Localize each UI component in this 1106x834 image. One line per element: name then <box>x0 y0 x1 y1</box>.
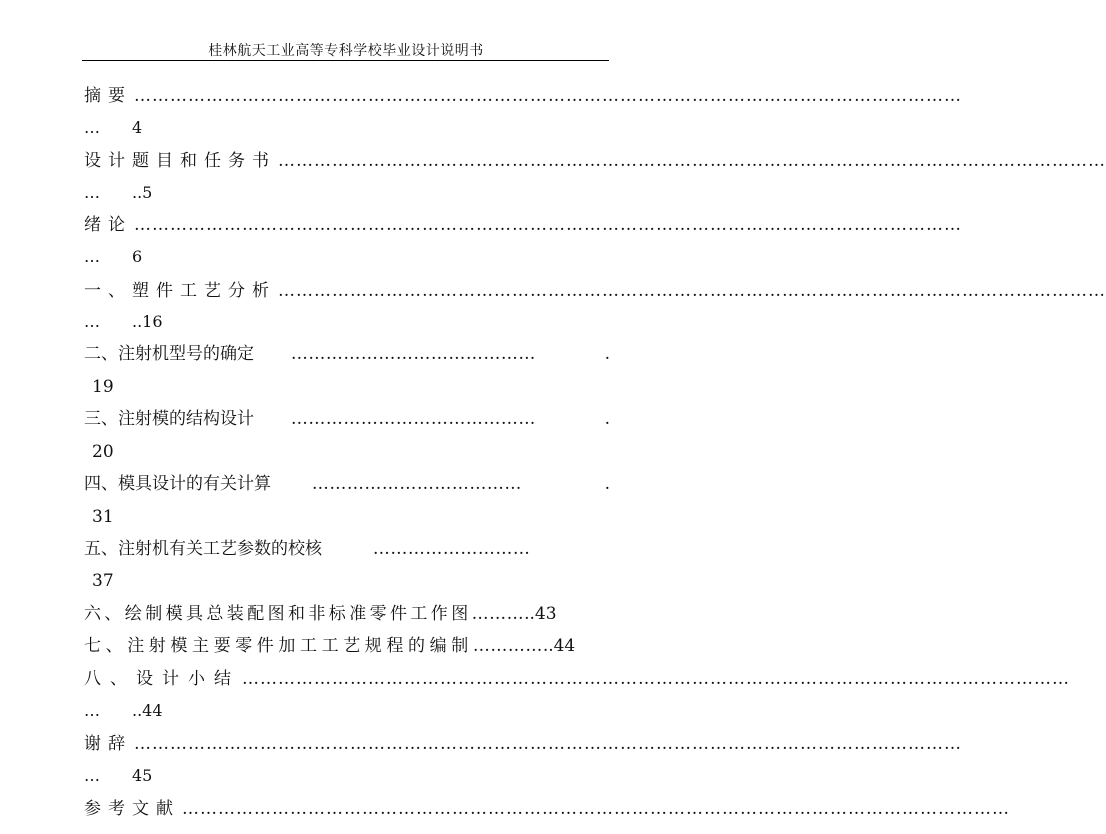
header-rule <box>82 60 609 61</box>
toc-leader: ………………………………………………………………………………………………………………………… <box>182 799 1010 819</box>
toc-leader-tail: … <box>84 247 100 266</box>
toc-leader-tail: … <box>84 118 100 137</box>
toc-entry-title: 参考文献 <box>84 799 180 819</box>
toc-entry-section-4[interactable] <box>84 472 610 496</box>
toc-entry-abstract[interactable] <box>84 84 962 108</box>
toc-page-number: 20 <box>92 442 114 462</box>
toc-entry-introduction[interactable] <box>84 213 962 237</box>
page-header: 桂林航天工业高等专科学校毕业设计说明书 <box>208 43 484 59</box>
toc-entry-continuation <box>84 764 610 788</box>
toc-entry-references[interactable] <box>84 797 1010 821</box>
toc-leader-end: . <box>604 409 610 429</box>
toc-entry-continuation <box>84 699 610 723</box>
toc-entry-section-7[interactable] <box>84 634 610 658</box>
toc-entry-section-5[interactable] <box>84 537 610 561</box>
toc-page-number: ..5 <box>132 183 153 202</box>
toc-entry-section-6[interactable] <box>84 602 610 626</box>
toc-leader-end: . <box>604 344 610 364</box>
toc-leader: ………………………………………………………………………………………………………………………… <box>134 215 962 235</box>
toc-leader: ………………………………………………………………………………………………………………………… <box>242 669 1070 689</box>
toc-page-number: 6 <box>132 247 143 266</box>
toc-page-number: 45 <box>132 766 153 785</box>
toc-entry-continuation <box>84 245 610 269</box>
toc-leader: ………… <box>472 636 543 656</box>
toc-entry-title: 二、注射机型号的确定 <box>84 344 254 364</box>
toc-entry-title: 八、设计小结 <box>84 669 240 689</box>
toc-entry-continuation <box>84 310 610 334</box>
toc-entry-title: 一、塑件工艺分析 <box>84 281 276 301</box>
toc-page-number: 37 <box>92 571 114 591</box>
toc-entry-section-8[interactable] <box>84 667 1070 691</box>
toc-entry-title: 摘要 <box>84 86 132 106</box>
toc-page-number: ..44 <box>542 636 576 656</box>
toc-entry-section-3[interactable] <box>84 407 610 431</box>
toc-page-number: ..43 <box>524 604 557 624</box>
toc-leader-tail: … <box>84 701 100 720</box>
toc-entry-design-task[interactable] <box>84 149 1106 173</box>
toc-page-number: ..16 <box>132 312 163 331</box>
toc-entry-continuation <box>84 181 610 205</box>
toc-entry-section-1[interactable] <box>84 279 1106 303</box>
toc-leader: ………………………………………………………………………………………………………………………… <box>278 151 1106 171</box>
toc-entry-section-2[interactable] <box>84 342 610 366</box>
toc-page-number: ..44 <box>132 701 163 720</box>
toc-entry-continuation <box>84 116 610 140</box>
toc-entry-title: 六、绘制模具总装配图和非标准零件工作图 <box>84 604 472 624</box>
toc-page-number: 19 <box>92 377 114 397</box>
toc-page-number: 4 <box>132 118 143 137</box>
toc-leader: ………………………………………………………………………………………………………………………… <box>278 281 1106 301</box>
toc-entry-title: 五、注射机有关工艺参数的校核 <box>84 539 322 559</box>
toc-leader-tail: … <box>84 312 100 331</box>
toc-leader: ………………………………………………………………………………………………………………………… <box>134 734 962 754</box>
toc-leader: ……………………………… <box>311 474 522 494</box>
toc-leader-tail: … <box>84 766 100 785</box>
toc-entry-title: 三、注射模的结构设计 <box>84 409 254 429</box>
toc-leader: ……… <box>471 604 525 624</box>
toc-entry-title: 四、模具设计的有关计算 <box>84 474 271 494</box>
toc-leader: …………………………………… <box>290 409 536 429</box>
toc-leader: ……………………… <box>372 539 531 559</box>
toc-entry-title: 七、注射模主要零件加工工艺规程的编制 <box>84 636 473 656</box>
toc-entry-title: 设计题目和任务书 <box>84 151 276 171</box>
toc-page-number: 31 <box>92 507 114 527</box>
toc-leader-end: . <box>604 474 610 494</box>
toc-leader: …………………………………… <box>290 344 536 364</box>
toc-entry-title: 绪论 <box>84 215 132 235</box>
toc-leader-tail: … <box>84 183 100 202</box>
toc-entry-title: 谢辞 <box>84 734 132 754</box>
toc-entry-acknowledgements[interactable] <box>84 732 962 756</box>
toc-leader: ………………………………………………………………………………………………………………………… <box>134 86 962 106</box>
